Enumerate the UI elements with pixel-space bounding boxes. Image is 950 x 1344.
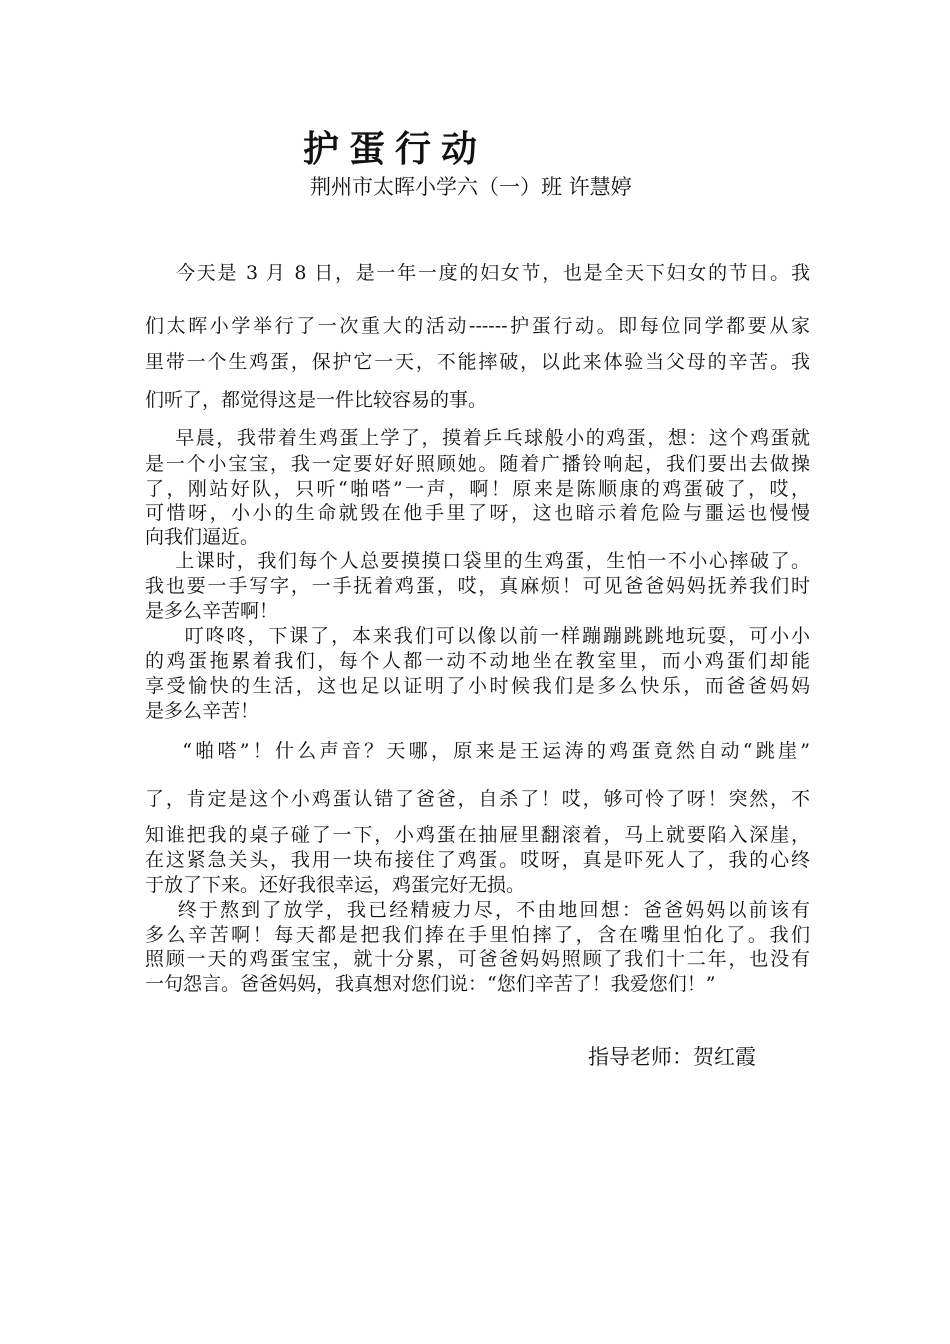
text-line: 一句怨言。爸爸妈妈，我真想对您们说：“您们辛苦了！我爱您们！” (145, 973, 716, 995)
text-line: 上课时，我们每个人总要摸摸口袋里的生鸡蛋，生怕一不小心摔破了。 (145, 550, 810, 572)
text-line: 们听了，都觉得这是一件比较容易的事。 (145, 389, 488, 411)
text-line: 的鸡蛋拖累着我们，每个人都一动不动地坐在教室里，而小鸡蛋们却能 (145, 650, 810, 672)
text-line: 是多么辛苦！ (145, 700, 260, 722)
text-line: 早晨，我带着生鸡蛋上学了，摸着乒乓球般小的鸡蛋，想：这个鸡蛋就 (145, 427, 810, 449)
text-line: 在这紧急关头，我用一块布接住了鸡蛋。哎呀，真是吓死人了，我的心终 (145, 849, 810, 871)
text-line: 可惜呀，小小的生命就毁在他手里了呀，这也暗示着危险与噩运也慢慢 (145, 502, 810, 524)
text-line: 了，刚站好队，只听“啪嗒”一声，啊！原来是陈顺康的鸡蛋破了，哎， (145, 478, 810, 500)
essay-title: 护蛋行动 (303, 129, 488, 170)
text-line: 是多么辛苦啊！ (145, 600, 279, 622)
text-line: 于放了下来。还好我很幸运，鸡蛋完好无损。 (145, 874, 526, 896)
author-byline: 荆州市太晖小学六（一）班 许慧婷 (310, 175, 632, 199)
teacher-signature: 指导老师：贺红霞 (588, 1045, 756, 1069)
text-line: 向我们逼近。 (145, 526, 260, 548)
text-line: 享受愉快的生活，这也足以证明了小时候我们是多么快乐，而爸爸妈妈 (145, 675, 810, 697)
text-line: 是一个小宝宝，我一定要好好照顾她。随着广播铃响起，我们要出去做操 (145, 453, 810, 475)
text-line: 们太晖小学举行了一次重大的活动------护蛋行动。即每位同学都要从家 (145, 315, 810, 337)
text-line: 知谁把我的桌子碰了一下，小鸡蛋在抽屉里翻滚着，马上就要陷入深崖， (145, 824, 810, 846)
text-line: 叮咚咚，下课了，本来我们可以像以前一样蹦蹦跳跳地玩耍，可小小 (145, 625, 810, 647)
text-line: 终于熬到了放学，我已经精疲力尽，不由地回想：爸爸妈妈以前该有 (145, 899, 810, 921)
text-line: 了，肯定是这个小鸡蛋认错了爸爸，自杀了！哎，够可怜了呀！突然，不 (145, 788, 810, 810)
text-line: 我也要一手写字，一手抚着鸡蛋，哎，真麻烦！可见爸爸妈妈抚养我们时 (145, 575, 810, 597)
text-line: “啪嗒”！什么声音？天哪，原来是王运涛的鸡蛋竟然自动“跳崖” (145, 740, 810, 762)
text-line: 里带一个生鸡蛋，保护它一天，不能摔破，以此来体验当父母的辛苦。我 (145, 351, 810, 373)
text-line: 多么辛苦啊！每天都是把我们捧在手里怕摔了，含在嘴里怕化了。我们 (145, 924, 810, 946)
text-line: 今天是 3 月 8 日，是一年一度的妇女节，也是全天下妇女的节日。我 (145, 262, 810, 284)
text-line: 照顾一天的鸡蛋宝宝，就十分累，可爸爸妈妈照顾了我们十二年，也没有 (145, 948, 810, 970)
